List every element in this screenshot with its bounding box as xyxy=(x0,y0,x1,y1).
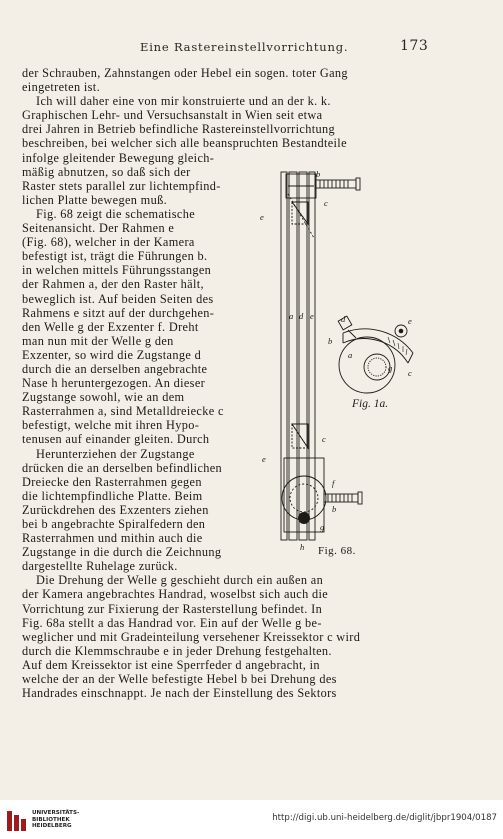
text-line: Zurückdrehen des Exzenters ziehen xyxy=(22,502,209,517)
label-g: g xyxy=(320,522,325,532)
text-line: drei Jahren in Betrieb befindliche Rastereinstellvorrichtung xyxy=(22,122,335,137)
frame-rail-a xyxy=(289,172,297,540)
text-line: Rasterrahmen a, sind Metalldreiecke c xyxy=(22,404,224,419)
text-line: lichen Platte bewegen muß. xyxy=(22,192,168,207)
text-line: Zugstange sowohl, wie an dem xyxy=(22,390,185,405)
inset-label-g: g xyxy=(388,363,393,373)
label-f: f xyxy=(332,478,335,488)
text-line: Handrades einschnappt. Je nach der Einstellung des Sektors xyxy=(22,686,337,701)
text-line: beschreiben, bei welcher sich alle beanspruchten Bestandteile xyxy=(22,136,347,151)
label-b-top: b xyxy=(316,169,321,179)
label-e-low: e xyxy=(262,454,266,464)
text-line: Fig. 68a stellt a das Handrad vor. Ein auf der Welle g be- xyxy=(22,615,322,630)
inset-handwheel xyxy=(339,337,395,393)
text-line: Dreiecke den Rasterrahmen gegen xyxy=(22,474,202,489)
text-line: weglicher und mit Gradeinteilung versehener Kreissektor c wird xyxy=(22,629,361,644)
label-c-mid: c xyxy=(322,434,326,444)
text-line: Rasterrahmen und mithin auch die xyxy=(22,531,203,546)
digitization-footer xyxy=(0,800,503,839)
shaft-g xyxy=(298,512,310,524)
library-logo-icon xyxy=(6,809,28,833)
text-line: durch die Klemmschraube e in jeder Drehung festgehalten. xyxy=(22,643,332,658)
text-line: Nase h heruntergezogen. An dieser xyxy=(22,376,206,391)
inset-label-d: d xyxy=(341,314,346,324)
text-line: (Fig. 68), welcher in der Kamera xyxy=(22,235,195,250)
text-line: durch die an derselben angebrachte xyxy=(22,361,208,376)
label-e-left: e xyxy=(260,212,264,222)
text-line: Die Drehung der Welle g geschieht durch ein außen an xyxy=(36,573,324,588)
text-line: Herunterziehen der Zugstange xyxy=(36,446,195,461)
text-line: der Rahmen a, der den Raster hält, xyxy=(22,277,204,292)
text-line: Ich will daher eine von mir konstruierte und an der k. k. xyxy=(36,94,331,109)
text-line: bei b angebrachte Spiralfedern den xyxy=(22,517,206,531)
text-line: infolge gleitender Bewegung gleich- xyxy=(22,150,215,165)
permalink-url[interactable]: http://digi.ub.uni-heidelberg.de/diglit/jbpr1904/0187 xyxy=(272,813,497,823)
running-head-title: Eine Rastereinstellvorrichtung. xyxy=(140,40,349,54)
label-c-top: c xyxy=(324,198,328,208)
lower-spring xyxy=(324,494,358,502)
text-line: der Kamera angebrachtes Handrad, woselbst sich auch die xyxy=(22,587,329,602)
frame-rail-e xyxy=(309,172,315,540)
text-line: eingetreten ist. xyxy=(22,80,100,95)
text-line: dargestellte Ruhelage zurück. xyxy=(22,559,178,574)
logo-line: UNIVERSITÄTS- xyxy=(32,810,80,816)
figure-1a-caption: Fig. 1a. xyxy=(352,398,389,410)
running-head xyxy=(0,38,503,56)
logo-line: BIBLIOTHEK xyxy=(32,816,70,823)
text-line: Zugstange in die durch die Zeichnung xyxy=(22,545,222,560)
text-line: welche der an der Welle befestigte Hebel b bei Drehung des xyxy=(22,672,337,687)
inset-label-a: a xyxy=(348,350,353,360)
text-line: befestigt ist, trägt die Führungen b. xyxy=(22,249,208,264)
text-line: tenusen auf einander gleiten. Durch xyxy=(22,432,210,447)
text-line: die lichtempfindliche Platte. Beim xyxy=(22,488,203,503)
figure-68-caption: Fig. 68. xyxy=(318,545,356,557)
text-line: Rahmens e sitzt auf der durchgehen- xyxy=(22,305,215,320)
text-line: befestigt, welche mit ihren Hypo- xyxy=(22,418,200,433)
text-line: Graphischen Lehr- und Versuchsanstalt in Wien seit etwa xyxy=(22,108,323,123)
page-number: 173 xyxy=(400,38,429,54)
label-b-low: b xyxy=(332,504,337,514)
library-logo-text xyxy=(32,810,79,830)
text-line: beweglich ist. Auf beiden Seiten des xyxy=(22,291,214,306)
label-h: h xyxy=(300,542,305,552)
inset-label-b: b xyxy=(328,336,333,346)
text-line: Fig. 68 zeigt die schematische xyxy=(36,206,196,221)
figure-68-diagram xyxy=(248,158,428,558)
text-line: Exzenter, so wird die Zugstange d xyxy=(22,347,202,362)
label-d: d xyxy=(299,311,304,321)
text-line: in welchen mittels Führungsstangen xyxy=(22,263,212,278)
inset-label-e: e xyxy=(408,316,412,326)
label-e-mid: e xyxy=(310,311,314,321)
logo-line: HEIDELBERG xyxy=(32,823,72,830)
text-line: drücken die an derselben befindlichen xyxy=(22,460,223,475)
label-a: a xyxy=(289,311,294,321)
inset-label-c: c xyxy=(408,368,412,378)
text-line: Raster stets parallel zur lichtempfind- xyxy=(22,178,221,193)
text-line: man nun mit der Welle g den xyxy=(22,333,174,348)
text-line: mäßig abnutzen, so daß sich der xyxy=(22,164,191,179)
text-line: der Schrauben, Zahnstangen oder Hebel ein sogen. toter Gang xyxy=(22,66,348,80)
text-line: den Welle g der Exzenter f. Dreht xyxy=(22,319,199,334)
text-line: Vorrichtung zur Fixierung der Rasterstellung befindet. In xyxy=(22,601,323,616)
text-line: Auf dem Kreissektor ist eine Sperrfeder d angebracht, in xyxy=(22,657,320,672)
text-line: Seitenansicht. Der Rahmen e xyxy=(22,221,175,236)
